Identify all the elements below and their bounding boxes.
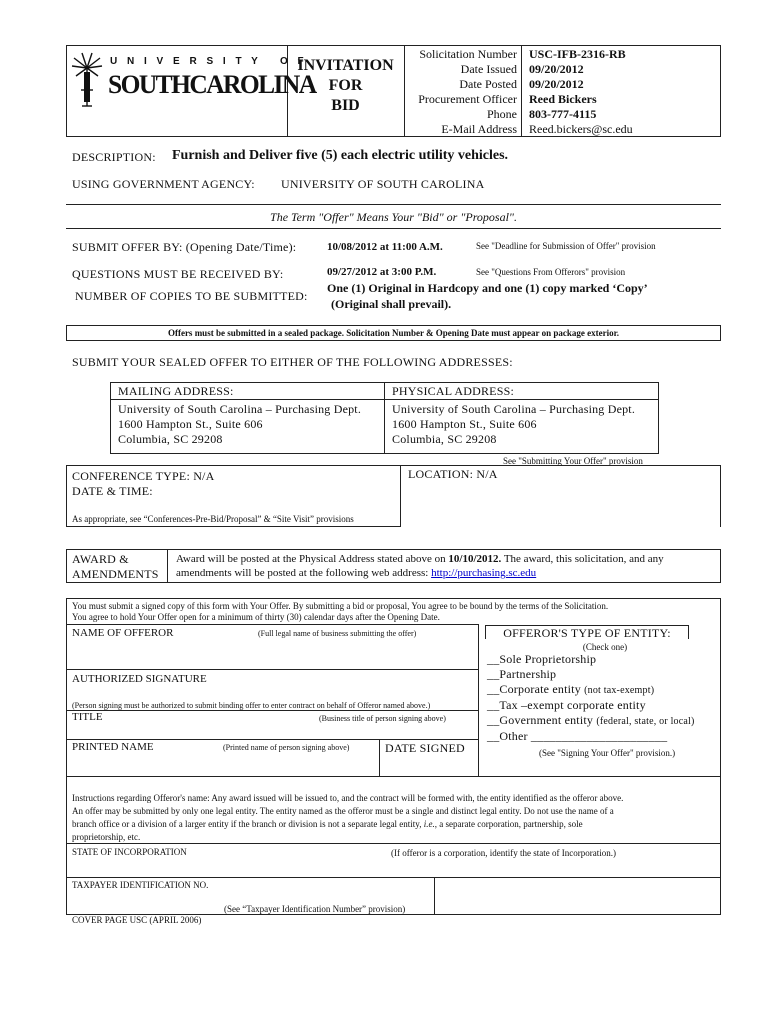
purchasing-link[interactable]: http://purchasing.sc.edu xyxy=(431,567,537,579)
title-line-1: INVITATION xyxy=(297,57,394,74)
address-note: See "Submitting Your Offer" provision xyxy=(503,456,643,466)
signing-intro-1: You must submit a signed copy of this form with Your Offer. By submitting a bid or proposal, You agree to be bound by the terms of the Solicitation. xyxy=(72,601,609,611)
entity-corp-note: (not tax-exempt) xyxy=(584,685,655,696)
value-solicitation-number: USC-IFB-2316-RB xyxy=(529,47,626,61)
entity-check-note: (Check one) xyxy=(582,642,628,652)
title-block xyxy=(287,56,404,116)
location-right-edge xyxy=(720,465,721,527)
instructions-ie: i.e. xyxy=(423,819,435,829)
value-date-issued: 09/20/2012 xyxy=(529,62,584,76)
award-line-2-text: amendments will be posted at the following web address: xyxy=(176,567,432,579)
entity-options xyxy=(487,652,695,744)
offeror-name-hint: (Full legal name of business submitting the offer) xyxy=(258,629,417,638)
value-date-posted: 09/20/2012 xyxy=(529,77,584,91)
label-phone: Phone xyxy=(487,107,517,121)
header-labels xyxy=(404,47,517,137)
signing-intro-2: You agree to hold Your Offer open for a minimum of thirty (30) calendar days after the Opening Date. xyxy=(72,612,440,622)
instructions-line-3-post: , a separate corporation, partnership, sole xyxy=(434,819,583,829)
value-procurement-officer: Reed Bickers xyxy=(529,92,597,106)
addresses-heading: SUBMIT YOUR SEALED OFFER TO EITHER OF THE FOLLOWING ADDRESSES: xyxy=(72,355,513,369)
incorporation-rule-top xyxy=(66,843,721,844)
conference-note: As appropriate, see “Conferences-Pre-Bid/Proposal” & “Site Visit” provisions xyxy=(72,514,354,524)
incorporation-hint: (If offeror is a corporation, identify the state of Incorporation.) xyxy=(391,848,616,858)
copies-value-1: One (1) Original in Hardcopy and one (1) copy marked ‘Copy’ xyxy=(327,281,648,295)
title-rule xyxy=(66,739,478,740)
submit-by-note: See "Deadline for Submission of Offer" provision xyxy=(476,241,656,251)
palmetto-tree-icon xyxy=(70,50,104,110)
signature-rule xyxy=(66,710,478,711)
title-line-3: BID xyxy=(331,97,360,114)
conference-type: CONFERENCE TYPE: N/A xyxy=(72,469,215,483)
entity-gov-label: __Government entity xyxy=(487,713,594,727)
award-text xyxy=(176,552,664,580)
instructions-line-4: proprietorship, etc. xyxy=(72,832,141,842)
award-line-1 xyxy=(176,552,664,566)
title-field[interactable] xyxy=(70,724,474,738)
date-signed-divider xyxy=(379,739,380,777)
conference-location: LOCATION: N/A xyxy=(408,467,498,481)
mailing-line-3: Columbia, SC 29208 xyxy=(118,432,223,446)
printed-name-field[interactable] xyxy=(70,756,375,774)
award-divider xyxy=(167,549,168,583)
taxpayer-hint: (See “Taxpayer Identification Number” provision) xyxy=(224,904,406,914)
title-label: TITLE xyxy=(72,711,103,723)
signature-label: AUTHORIZED SIGNATURE xyxy=(72,673,207,685)
university-logo xyxy=(70,50,316,112)
signature-field[interactable] xyxy=(70,686,474,700)
award-label-2: AMENDMENTS xyxy=(72,567,159,581)
entity-option-sole[interactable]: __Sole Proprietorship xyxy=(487,652,597,666)
sealed-note: Offers must be submitted in a sealed package. Solicitation Number & Opening Date must appear on package exterior. xyxy=(167,328,620,338)
header-divider-3 xyxy=(521,45,522,137)
award-label-1: AWARD & xyxy=(72,552,129,566)
entity-heading: OFFEROR'S TYPE OF ENTITY: xyxy=(503,626,671,640)
value-phone: 803-777-4115 xyxy=(529,107,597,121)
entity-gov-note: (federal, state, or local) xyxy=(596,716,695,727)
printed-name-label: PRINTED NAME xyxy=(72,741,154,753)
submit-by-value: 10/08/2012 at 11:00 A.M. xyxy=(327,241,443,253)
entity-corp-label: __Corporate entity xyxy=(487,682,581,696)
label-solicitation-number: Solicitation Number xyxy=(419,47,517,61)
award-line-2 xyxy=(176,566,664,580)
instructions-text xyxy=(72,792,717,844)
description-value: Furnish and Deliver five (5) each electric utility vehicles. xyxy=(172,148,509,163)
incorporation-field[interactable] xyxy=(70,858,717,874)
physical-line-1: University of South Carolina – Purchasing Dept. xyxy=(392,402,636,416)
logo-main-text: SOUTHCAROLINA xyxy=(108,70,316,99)
physical-address-label: PHYSICAL ADDRESS: xyxy=(392,384,514,398)
incorporation-label: STATE OF INCORPORATION xyxy=(72,847,187,857)
award-date: 10/10/2012. xyxy=(448,553,502,565)
title-hint: (Business title of person signing above) xyxy=(319,714,446,723)
location-rule xyxy=(401,465,721,466)
offeror-name-rule xyxy=(66,669,478,670)
taxpayer-field[interactable] xyxy=(70,892,430,902)
instructions-line-3-pre: branch office or a division of a larger entity if the branch or division is not a separate legal entity, xyxy=(72,819,424,829)
award-label xyxy=(72,552,159,582)
instructions-line-3 xyxy=(72,818,717,831)
questions-label: QUESTIONS MUST BE RECEIVED BY: xyxy=(72,267,284,281)
physical-line-2: 1600 Hampton St., Suite 606 xyxy=(392,417,537,431)
address-divider xyxy=(384,382,385,454)
header-values xyxy=(529,47,719,137)
agency-value: UNIVERSITY OF SOUTH CAROLINA xyxy=(281,177,485,191)
value-email: Reed.bickers@sc.edu xyxy=(529,122,633,136)
entity-provision: (See "Signing Your Offer" provision.) xyxy=(539,748,676,758)
printed-name-hint: (Printed name of person signing above) xyxy=(223,743,350,752)
mailing-address-label: MAILING ADDRESS: xyxy=(118,384,234,398)
mailing-line-2: 1600 Hampton St., Suite 606 xyxy=(118,417,263,431)
term-note: The Term "Offer" Means Your "Bid" or "Proposal". xyxy=(270,210,517,224)
questions-note: See "Questions From Offerors" provision xyxy=(476,267,626,277)
entity-option-other[interactable]: __Other ______________________ xyxy=(487,729,668,743)
award-text-post: The award, this solicitation, and any xyxy=(501,553,664,565)
agency-label: USING GOVERNMENT AGENCY: xyxy=(72,177,255,191)
date-signed-field[interactable] xyxy=(383,756,475,774)
conference-datetime: DATE & TIME: xyxy=(72,484,153,498)
mailing-address-body xyxy=(118,402,361,447)
instructions-line-2: An offer may be submitted by only one legal entity. The entity named as the offeror must be a single and distinct legal entity. Do not use the name of a xyxy=(72,806,614,816)
label-date-posted: Date Posted xyxy=(459,77,517,91)
mailing-line-1: University of South Carolina – Purchasing Dept. xyxy=(118,402,362,416)
entity-option-tax-exempt[interactable]: __Tax –exempt corporate entity xyxy=(487,698,646,712)
description-label: DESCRIPTION: xyxy=(72,150,156,164)
copies-value-2: (Original shall prevail). xyxy=(331,297,452,311)
signing-intro-rule xyxy=(66,624,478,625)
taxpayer-rule-top xyxy=(66,877,721,878)
copies-label: NUMBER OF COPIES TO BE SUBMITTED: xyxy=(75,289,308,303)
questions-value: 09/27/2012 at 3:00 P.M. xyxy=(327,266,437,278)
award-text-pre: Award will be posted at the Physical Address stated above on xyxy=(176,553,449,565)
submit-by-label: SUBMIT OFFER BY: (Opening Date/Time): xyxy=(72,240,297,254)
title-line-2: FOR xyxy=(328,77,363,94)
offeror-name-field[interactable] xyxy=(70,642,474,666)
date-signed-label: DATE SIGNED xyxy=(385,741,465,755)
physical-line-3: Columbia, SC 29208 xyxy=(392,432,497,446)
taxpayer-divider xyxy=(434,877,435,915)
term-rule-top xyxy=(66,204,721,205)
entity-option-partnership[interactable]: __Partnership xyxy=(487,667,557,681)
taxpayer-label: TAXPAYER IDENTIFICATION NO. xyxy=(72,880,209,890)
signing-entity-divider xyxy=(478,624,479,777)
footer-text: COVER PAGE USC (APRIL 2006) xyxy=(72,915,202,925)
signature-hint: (Person signing must be authorized to submit binding offer to enter contract on behalf of Offeror named above.) xyxy=(72,701,431,710)
address-header-rule xyxy=(110,399,659,400)
entity-option-government[interactable] xyxy=(487,713,695,729)
physical-address-body xyxy=(392,402,635,447)
label-email: E-Mail Address xyxy=(441,122,517,136)
label-procurement-officer: Procurement Officer xyxy=(418,92,517,106)
signing-intro xyxy=(72,601,717,623)
entity-option-corporate[interactable] xyxy=(487,682,695,698)
term-rule-bottom xyxy=(66,228,721,229)
instructions-line-1: Instructions regarding Offeror's name: Any award issued will be issued to, and the contract will be formed with, the entity identified as the offeror above. xyxy=(72,793,624,803)
logo-top-text: U N I V E R S I T Y O F xyxy=(110,56,308,67)
label-date-issued: Date Issued xyxy=(460,62,517,76)
offeror-name-label: NAME OF OFFEROR xyxy=(72,627,174,639)
